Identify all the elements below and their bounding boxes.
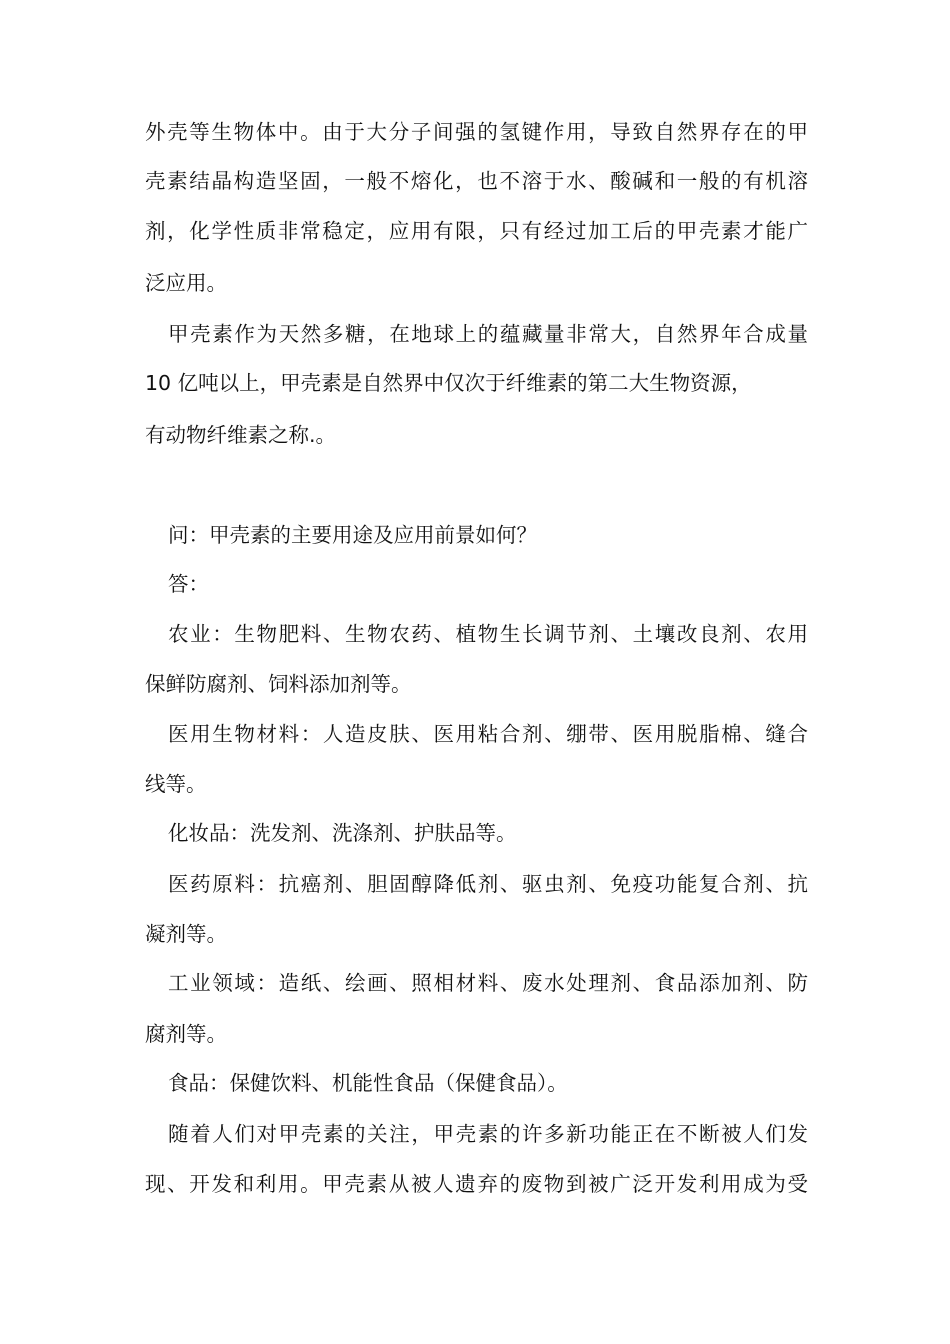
text-line-20: 随着人们对甲壳素的关注，甲壳素的许多新功能正在不断被人们发 [168, 1122, 808, 1146]
text-line-14: 化妆品：洗发剂、洗涤剂、护肤品等。 [168, 821, 517, 845]
text-line-16: 凝剂等。 [145, 922, 227, 946]
text-line-13: 线等。 [145, 772, 207, 796]
question-line: 问：甲壳素的主要用途及应用前景如何？ [168, 523, 537, 547]
text-line-15: 医药原料：抗癌剂、胆固醇降低剂、驱虫剂、免疫功能复合剂、抗 [168, 872, 808, 896]
text-line-3: 剂，化学性质非常稳定，应用有限，只有经过加工后的甲壳素才能广 [145, 219, 808, 243]
text-line-19: 食品：保健饮料、机能性食品（保健食品）。 [168, 1071, 568, 1095]
text-line-1: 外壳等生物体中。由于大分子间强的氢键作用，导致自然界存在的甲 [145, 120, 808, 144]
text-line-5: 甲壳素作为天然多糖，在地球上的蕴藏量非常大，自然界年合成量 [168, 322, 808, 346]
text-line-21: 现、开发和利用。甲壳素从被人遗弃的废物到被广泛开发利用成为受 [145, 1172, 808, 1196]
text-line-17: 工业领域：造纸、绘画、照相材料、废水处理剂、食品添加剂、防 [168, 971, 808, 995]
text-line-6: 10 亿吨以上，甲壳素是自然界中仅次于纤维素的第二大生物资源， [145, 371, 752, 395]
text-line-10: 农业：生物肥料、生物农药、植物生长调节剂、土壤改良剂、农用 [168, 622, 808, 646]
text-line-4: 泛应用。 [145, 271, 227, 295]
answer-label: 答： [168, 572, 209, 596]
text-line-2: 壳素结晶构造坚固，一般不熔化，也不溶于水、酸碱和一般的有机溶 [145, 169, 808, 193]
text-line-12: 医用生物材料：人造皮肤、医用粘合剂、绷带、医用脱脂棉、缝合 [168, 722, 808, 746]
text-line-7: 有动物纤维素之称.。 [145, 423, 337, 447]
text-line-18: 腐剂等。 [145, 1022, 227, 1046]
text-line-11: 保鲜防腐剂、饲料添加剂等。 [145, 672, 412, 696]
